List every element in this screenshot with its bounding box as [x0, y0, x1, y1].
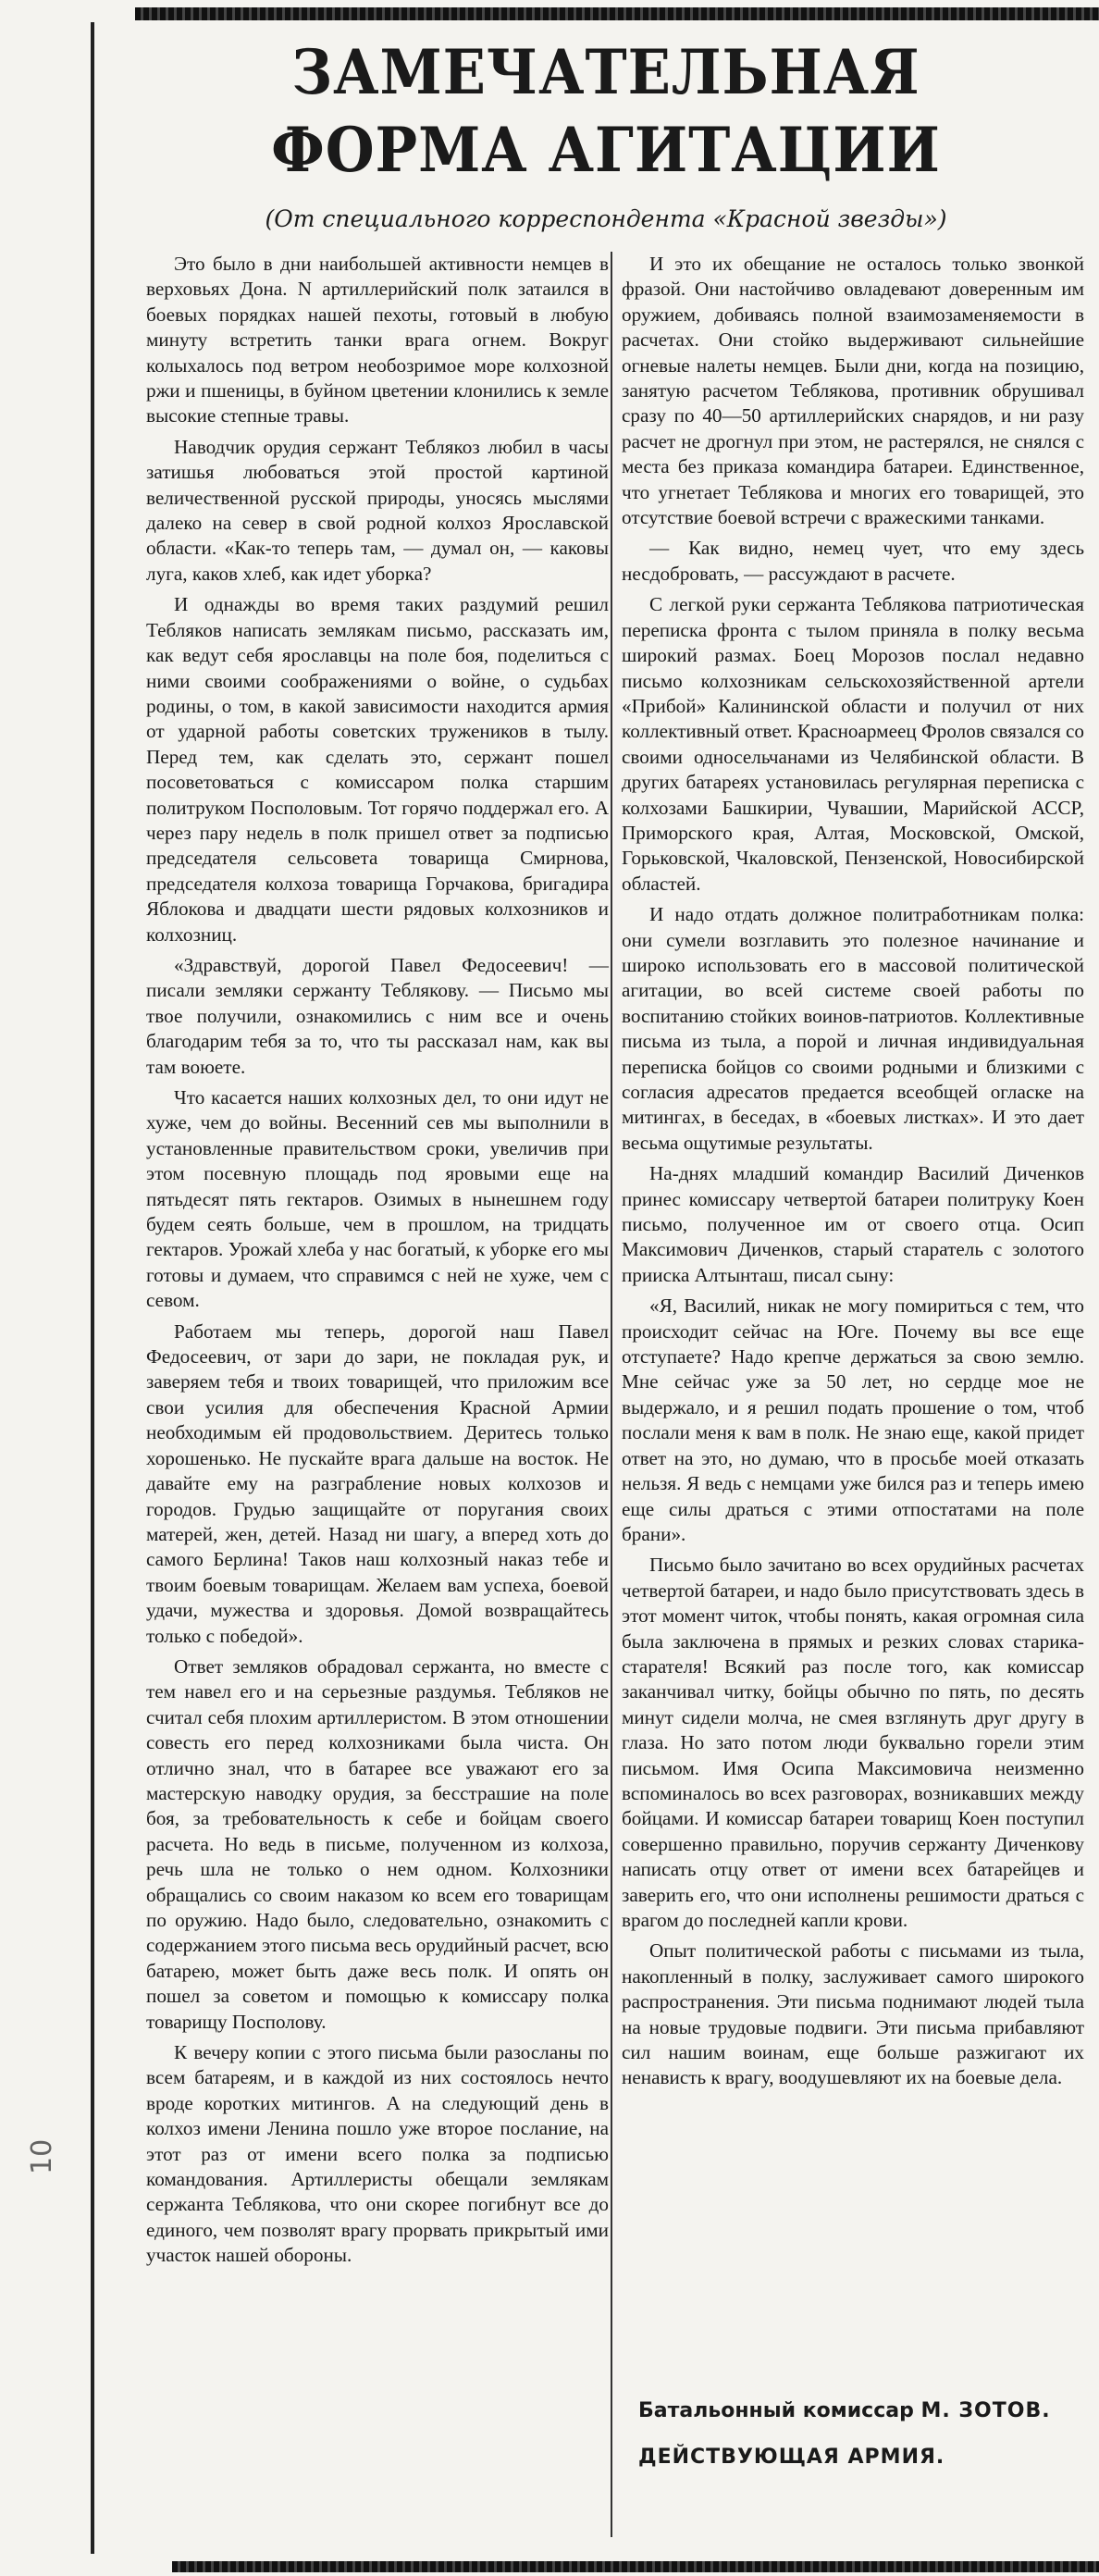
left-column-rule	[91, 22, 94, 2554]
paragraph: Опыт политической работы с письмами из тыла, накопленный в полку, заслуживает самого широкого распространения. Эти письма поднимают людей тыла на новые трудовые подвиги. Эти письма прибавляют сил нашим воинам, еще больше разжигают их ненависть к врагу, воодушевляют их на боевые дела.	[622, 1939, 1084, 2089]
dateline-place: ДЕЙСТВУЮЩАЯ АРМИЯ.	[638, 2446, 945, 2469]
column-divider	[611, 252, 612, 2537]
right-text-column	[622, 252, 1084, 2398]
paragraph: Ответ земляков обрадовал сержанта, но вместе с тем навел его и на серьезные раздумья. Тебляков не считал себя плохим артиллеристом. В этом отношении совесть его перед колхозниками была чиста. Он отлично знал, что в батарее все уважают его за мастерскую наводку орудия, за бесстрашие на поле боя, за требовательность к себе и бойцам своего расчета. Но ведь в письме, полученном из колхоза, речь шла не только о нем одном. Колхозники обращались со своим наказом ко всем его товарищам по оружию. Надо было, следовательно, ознакомить с содержанием этого письма весь орудийный расчет, всю батарею, может быть даже весь полк. И опять он пошел за советом и помощью к комиссару полка товарищу Посполову.	[146, 1654, 609, 2033]
paragraph: С легкой руки сержанта Теблякова патриотическая переписка фронта с тылом приняла в полку весьма широкий размах. Боец Морозов послал недавно письмо колхозникам сельскохозяйственной артели «Прибой» Калининской области и получил от них коллективный ответ. Красноармеец Фролов связался со своими односельчанами из Челябинской области. В других батареях установилась регулярная переписка с колхозами Башкирии, Чувашии, Марийской АССР, Приморского края, Алтая, Московской, Омской, Горьковской, Чкаловской, Пензенской, Новосибирской областей.	[622, 593, 1084, 895]
paragraph: Работаем мы теперь, дорогой наш Павел Федосеевич, от зари до зари, не покладая рук, и заверяем тебя и твоих товарищей, что приложим все свои усилия для обеспечения Красной Армии необходимым ей продовольствием. Деритесь только хорошенько. Не пускайте врага дальше на восток. Не давайте ему на разграбление новых колхозов и городов. Грудью защищайте от поругания своих матерей, жен, детей. Назад ни шагу, а вперед хоть до самого Берлина! Таков наш колхозный наказ тебе и твоим боевым товарищам. Желаем вам успеха, боевой удачи, мужества и здоровья. Домой возвращайтесь только с победой».	[146, 1319, 609, 1647]
author-name: М. ЗОТОВ.	[920, 2399, 1051, 2422]
bottom-rule	[172, 2561, 1099, 2572]
paragraph: И это их обещание не осталось только звонкой фразой. Они настойчиво овладевают доверенным им оружием, добиваясь полной взаимозаменяемости в расчетах. Они стойко выдерживают сильнейшие огневые налеты немцев. Были дни, когда на позицию, занятую расчетом Теблякова, противник обрушивал сразу по 40—50 артиллерийских снарядов, и ни разу расчет не дрогнул при этом, не растерялся, не снялся с места без приказа командира батареи. Единственное, что угнетает Теблякова и многих его товарищей, это отсутствие боевой встречи с вражескими танками.	[622, 253, 1084, 529]
margin-handwritten-mark: 10	[26, 2138, 58, 2174]
paragraph: На-днях младший командир Василий Диченков принес комиссару четвертой батареи политруку Коен письмо, полученное им от своего отца. Осип Максимович Диченков, старый старатель с золотого прииска Алтынташ, писал сыну:	[622, 1162, 1084, 1286]
article-title: ЗАМЕЧАТЕЛЬНАЯ ФОРМА АГИТАЦИИ	[271, 36, 941, 186]
paragraph: И надо отдать должное политработникам полка: они сумели возглавить это полезное начинание и широко использовать его в массовой политической агитации, во всей системе своей работы по воспитанию стойких воинов-патриотов. Коллективные письма из тыла, а порой и личная индивидуальная переписка бойцов со своими родными и близкими с согласия адресатов предается всеобщей огласке на митингах, в беседах, в «боевых листках». И это дает весьма ощутимые результаты.	[622, 903, 1084, 1154]
author-signature	[638, 2398, 1064, 2424]
paragraph: Наводчик орудия сержант Теблякоз любил в часы затишья любоваться этой простой картиной величественной русской природы, уносясь мыслями далеко на север в свой родной колхоз Ярославской области. «Как-то теперь там, — думал он, — каковы луга, каков хлеб, как идет уборка?	[146, 435, 609, 585]
paragraph: — Как видно, немец чует, что ему здесь несдобровать, — рассуждают в расчете.	[622, 537, 1084, 585]
paragraph: «Я, Василий, никак не могу помириться с тем, что происходит сейчас на Юге. Почему вы все еще отступаете? Надо крепче держаться за свою землю. Мне сейчас уже за 50 лет, но сердце мое не выдержало, и я решил подать прошение о том, чтоб послали меня к вам в полк. Не знаю еще, какой придет ответ на это, но думаю, что в просьбе моей отказать нельзя. Я ведь с немцами уже бился раз и теперь имею еще силы драться с этими отпостатами на поле брани».	[622, 1294, 1084, 1545]
top-rule	[135, 7, 1099, 20]
article-subtitle: (От специального корреспондента «Красной звезды»)	[265, 205, 947, 232]
paragraph: Это было в дни наибольшей активности немцев в верховьях Дона. N артиллерийский полк затаился в боевых порядках нашей пехоты, готовый в любую минуту встретить танки врага огнем. Вокруг колыхалось под ветром необозримое море колхозной ржи и пшеницы, в буйном цветении клонились к земле высокие степные травы.	[146, 253, 609, 427]
paragraph: Письмо было зачитано во всех орудийных расчетах четвертой батареи, и надо было присутствовать здесь в этот момент читок, чтобы понять, какая огромная сила была заключена в прямых и резких словах старика-старателя! Всякий раз после того, как комиссар заканчивал читку, бойцы обычно по пять, по десять минут сидели молча, не смея взглянуть друг другу в глаза. Но зато потом люди буквально горели этим письмом. Имя Осипа Максимовича неизменно вспоминалось во всех разговорах, возникавших между бойцами. И комиссар батареи товарищ Коен поступил совершенно правильно, поручив сержанту Диченкову написать отцу ответ от имени всех батарейцев и заверить его, что они исполнены решимости драться с врагом до последней капли крови.	[622, 1554, 1084, 1931]
left-text-column	[146, 252, 609, 2546]
paragraph: «Здравствуй, дорогой Павел Федосеевич! — писали земляки сержанту Теблякову. — Письмо мы твое получили, ознакомились с ним все и очень благодарим тебя за то, что ты рассказал нам, как вы там воюете.	[146, 953, 609, 1078]
author-rank: Батальонный комиссар	[638, 2399, 914, 2422]
paragraph: Что касается наших колхозных дел, то они идут не хуже, чем до войны. Весенний сев мы выполнили в установленные правительством сроки, увеличив при этом посевную площадь под яровыми еще на пятьдесят пять гектаров. Озимых в нынешнем году будем сеять больше, чем в прошлом, на тридцать гектаров. Урожай хлеба у нас богатый, к уборке его мы готовы и думаем, что справимся с ней не хуже, чем с севом.	[146, 1086, 609, 1312]
paragraph: К вечеру копии с этого письма были разосланы по всем батареям, и в каждой из них состоялось нечто вроде коротких митингов. А на следующий день в колхоз имени Ленина пошло уже второе послание, на этот раз от имени всего полка за подписью командования. Артиллеристы обещали землякам сержанта Теблякова, что они скорее погибнут все до единого, чем позволят врагу прорвать прикрытый ими участок нашей обороны.	[146, 2041, 609, 2267]
paragraph: И однажды во время таких раздумий решил Тебляков написать землякам письмо, рассказать им, как ведут себя ярославцы на поле боя, поделиться с ними своими соображениями о войне, о судьбах родины, о том, в какой зависимости находится армия от ударной работы советских тружеников в тылу. Перед тем, как сделать это, сержант пошел посоветоваться с комиссаром полка старшим политруком Посполовым. Тот горячо поддержал его. А через пару недель в полк пришел ответ за подписью председателя сельсовета товарища Смирнова, председателя колхоза товарища Горчакова, бригадира Яблокова и двадцати шести рядовых колхозников и колхозниц.	[146, 593, 609, 946]
